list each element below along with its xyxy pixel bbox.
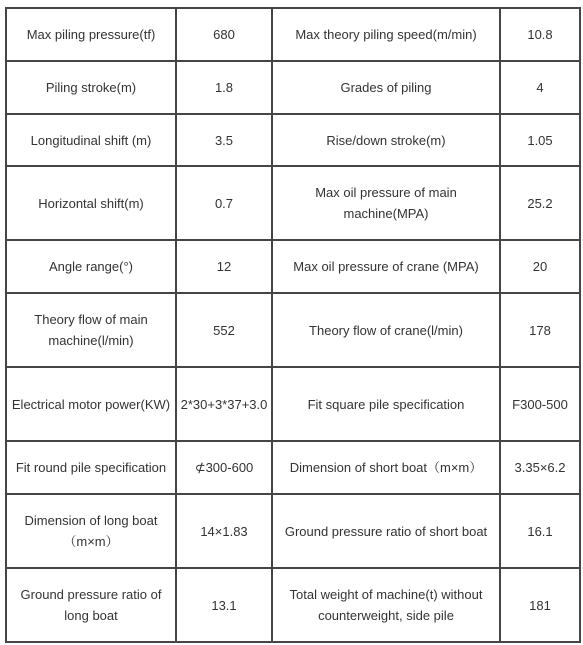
spec-label: Max oil pressure of main machine(MPA)	[272, 166, 500, 240]
spec-value: ⊄300-600	[176, 441, 272, 494]
table-row	[6, 114, 580, 166]
spec-label: Grades of piling	[272, 61, 500, 114]
spec-value: 12	[176, 240, 272, 293]
spec-value: 13.1	[176, 568, 272, 642]
spec-label: Theory flow of crane(l/min)	[272, 293, 500, 367]
table-row	[6, 494, 580, 568]
table-row	[6, 367, 580, 441]
spec-label: Max theory piling speed(m/min)	[272, 8, 500, 61]
spec-value: 16.1	[500, 494, 580, 568]
table-row	[6, 568, 580, 642]
spec-label: Rise/down stroke(m)	[272, 114, 500, 166]
spec-label: Max piling pressure(tf)	[6, 8, 176, 61]
spec-label: Total weight of machine(t) without counterweight, side pile	[272, 568, 500, 642]
spec-label: Theory flow of main machine(l/min)	[6, 293, 176, 367]
spec-label: Ground pressure ratio of long boat	[6, 568, 176, 642]
spec-label: Electrical motor power(KW)	[6, 367, 176, 441]
spec-label: Ground pressure ratio of short boat	[272, 494, 500, 568]
table-row	[6, 240, 580, 293]
spec-value: 3.5	[176, 114, 272, 166]
spec-value: 552	[176, 293, 272, 367]
spec-label: Fit square pile specification	[272, 367, 500, 441]
spec-value: 14×1.83	[176, 494, 272, 568]
spec-value: 1.8	[176, 61, 272, 114]
spec-label: Horizontal shift(m)	[6, 166, 176, 240]
spec-value: 25.2	[500, 166, 580, 240]
spec-value: 3.35×6.2	[500, 441, 580, 494]
spec-label: Piling stroke(m)	[6, 61, 176, 114]
spec-table	[5, 7, 581, 643]
table-row	[6, 61, 580, 114]
spec-value: 680	[176, 8, 272, 61]
spec-value: 2*30+3*37+3.0	[176, 367, 272, 441]
spec-value: 181	[500, 568, 580, 642]
table-row	[6, 441, 580, 494]
spec-value: 0.7	[176, 166, 272, 240]
table-row	[6, 8, 580, 61]
spec-label: Fit round pile specification	[6, 441, 176, 494]
spec-value: F300-500	[500, 367, 580, 441]
spec-value: 178	[500, 293, 580, 367]
spec-value: 1.05	[500, 114, 580, 166]
table-row	[6, 166, 580, 240]
spec-value: 4	[500, 61, 580, 114]
spec-label: Longitudinal shift (m)	[6, 114, 176, 166]
table-row	[6, 293, 580, 367]
spec-label: Angle range(°)	[6, 240, 176, 293]
spec-value: 20	[500, 240, 580, 293]
spec-label: Dimension of short boat（m×m）	[272, 441, 500, 494]
spec-label: Max oil pressure of crane (MPA)	[272, 240, 500, 293]
spec-value: 10.8	[500, 8, 580, 61]
spec-label: Dimension of long boat（m×m）	[6, 494, 176, 568]
